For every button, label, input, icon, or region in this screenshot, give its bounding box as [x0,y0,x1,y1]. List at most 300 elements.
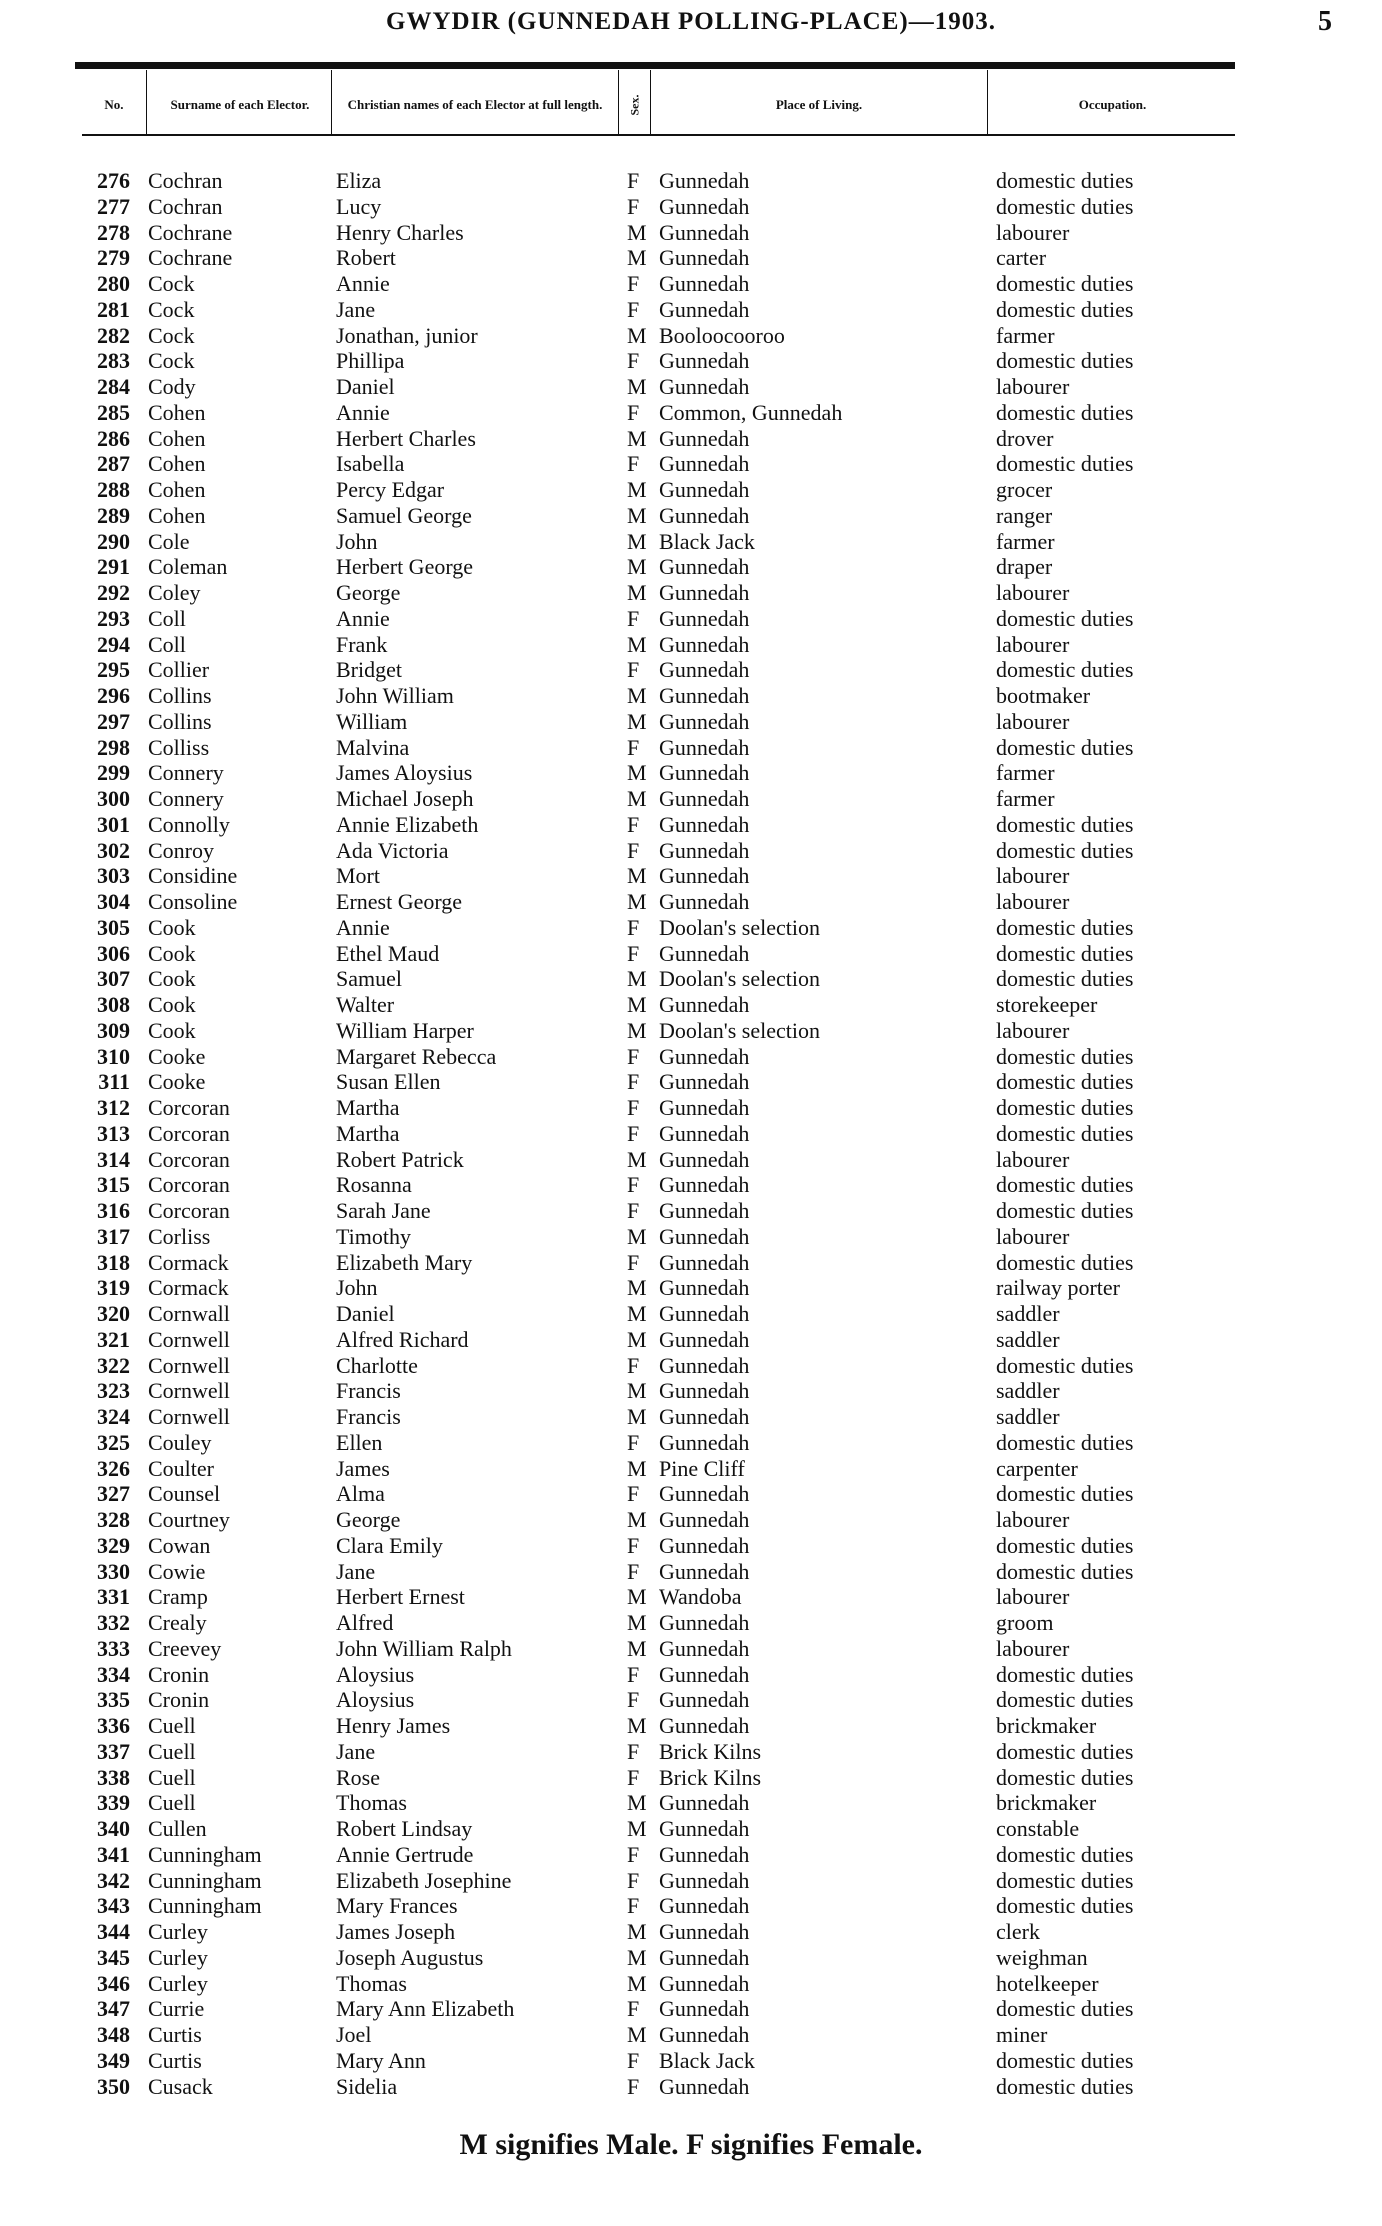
cell-place: Gunnedah [659,837,750,863]
table-row [0,606,1382,632]
cell-no: 280 [97,271,130,296]
table-row [0,1610,1382,1636]
cell-occupation: saddler [996,1301,1060,1326]
table-row [0,1559,1382,1585]
cell-occupation: labourer [996,863,1070,889]
cell-christian: Mary Ann [336,2047,426,2073]
cell-sex: M [627,2022,647,2047]
cell-christian: Mary Ann Elizabeth [336,1996,515,2022]
cell-surname: Curley [148,1919,208,1944]
cell-surname: Cowan [148,1532,211,1558]
cell-occupation: labourer [996,889,1070,914]
table-row [0,1147,1382,1173]
cell-occupation: brickmaker [996,1713,1097,1738]
cell-occupation: labourer [996,1146,1070,1172]
cell-christian: Francis [336,1404,401,1429]
cell-christian: Ethel Maud [336,940,440,966]
cell-no: 320 [97,1301,130,1326]
cell-place: Gunnedah [659,1043,750,1069]
table-row [0,245,1382,271]
cell-surname: Consoline [148,889,238,914]
cell-place: Gunnedah [659,451,750,477]
cell-sex: M [627,1507,647,1532]
column-divider [331,70,332,134]
cell-christian: George [336,580,401,605]
cell-surname: Cochrane [148,245,233,271]
cell-sex: F [627,1481,640,1507]
cell-occupation: domestic duties [996,1172,1134,1198]
cell-surname: Curley [148,1970,208,1996]
cell-occupation: railway porter [996,1275,1120,1301]
cell-surname: Curtis [148,2022,202,2047]
table-row [0,632,1382,658]
cell-no: 327 [97,1481,130,1507]
table-row [0,1018,1382,1044]
cell-sex: M [627,425,647,451]
cell-occupation: clerk [996,1919,1040,1944]
cell-occupation: brickmaker [996,1790,1097,1816]
table-row [0,1662,1382,1688]
cell-surname: Cunningham [148,1893,262,1919]
cell-christian: Annie [336,399,390,425]
cell-surname: Corcoran [148,1172,230,1198]
cell-surname: Coley [148,580,201,605]
cell-surname: Collins [148,708,212,734]
cell-surname: Cornwell [148,1378,230,1404]
table-row [0,735,1382,761]
table-row [0,1327,1382,1353]
cell-place: Gunnedah [659,502,750,528]
table-row [0,1044,1382,1070]
cell-surname: Cooke [148,1069,206,1095]
cell-sex: F [627,837,640,863]
column-header-sex: Sex. [627,94,641,116]
cell-christian: Annie Elizabeth [336,811,479,837]
cell-no: 284 [97,374,130,399]
cell-occupation: domestic duties [996,451,1134,477]
cell-occupation: domestic duties [996,1481,1134,1507]
cell-no: 283 [97,348,130,374]
table-row [0,889,1382,915]
cell-occupation: carter [996,245,1047,271]
table-row [0,838,1382,864]
table-row [0,683,1382,709]
cell-sex: F [627,2047,640,2073]
cell-place: Gunnedah [659,245,750,271]
column-divider [650,70,651,134]
cell-place: Gunnedah [659,1532,750,1558]
cell-occupation: carpenter [996,1455,1078,1481]
cell-sex: M [627,374,647,399]
cell-sex: M [627,1610,647,1635]
cell-sex: M [627,992,647,1017]
table-row [0,812,1382,838]
cell-christian: Ellen [336,1429,383,1455]
cell-place: Gunnedah [659,605,750,631]
column-header-occupation: Occupation. [1078,97,1147,112]
cell-place: Black Jack [659,2047,755,2073]
table-row [0,1816,1382,1842]
cell-christian: Michael Joseph [336,786,474,811]
cell-surname: Counsel [148,1481,221,1507]
cell-place: Gunnedah [659,168,750,193]
cell-place: Gunnedah [659,811,750,837]
cell-occupation: farmer [996,786,1055,811]
cell-no: 309 [97,1017,130,1043]
cell-no: 347 [97,1996,130,2022]
table-row [0,1378,1382,1404]
cell-sex: M [627,1816,647,1841]
table-row [0,1353,1382,1379]
cell-sex: M [627,1017,647,1043]
cell-no: 337 [97,1738,130,1764]
cell-christian: Aloysius [336,1661,415,1687]
cell-occupation: labourer [996,1584,1070,1610]
table-row [0,1172,1382,1198]
cell-christian: William Harper [336,1017,474,1043]
cell-place: Gunnedah [659,1198,750,1223]
cell-no: 311 [98,1069,130,1095]
cell-sex: M [627,477,647,502]
cell-christian: Ernest George [336,889,463,914]
cell-occupation: domestic duties [996,657,1134,683]
cell-no: 335 [97,1687,130,1713]
table-row [0,1765,1382,1791]
cell-place: Pine Cliff [659,1455,745,1481]
elector-list [0,168,1382,2099]
cell-sex: F [627,168,640,193]
cell-surname: Corliss [148,1223,211,1249]
cell-sex: M [627,708,647,734]
table-row [0,1198,1382,1224]
cell-surname: Cormack [148,1249,229,1275]
cell-christian: Timothy [336,1223,412,1249]
cell-occupation: domestic duties [996,1069,1134,1095]
table-row [0,451,1382,477]
cell-sex: M [627,1713,647,1738]
cell-surname: Cook [148,992,196,1017]
cell-christian: Clara Emily [336,1532,443,1558]
cell-surname: Crealy [148,1610,207,1635]
cell-surname: Cook [148,966,196,992]
cell-occupation: labourer [996,708,1070,734]
cell-place: Gunnedah [659,1790,750,1816]
cell-place: Gunnedah [659,219,750,245]
cell-occupation: domestic duties [996,734,1134,760]
cell-surname: Cook [148,914,196,940]
cell-occupation: domestic duties [996,1532,1134,1558]
cell-place: Gunnedah [659,1893,750,1919]
cell-sex: F [627,348,640,374]
cell-place: Gunnedah [659,374,750,399]
cell-sex: M [627,1455,647,1481]
cell-place: Booloocooroo [659,322,785,348]
table-row [0,271,1382,297]
cell-surname: Coll [148,631,186,657]
cell-sex: F [627,1841,640,1867]
cell-surname: Cronin [148,1661,210,1687]
cell-sex: F [627,1687,640,1713]
cell-surname: Cock [148,348,195,374]
cell-occupation: domestic duties [996,966,1134,992]
cell-christian: Ada Victoria [336,837,449,863]
cell-place: Gunnedah [659,1301,750,1326]
cell-no: 321 [97,1326,130,1352]
cell-place: Doolan's selection [659,1017,820,1043]
cell-christian: Alma [336,1481,385,1507]
cell-christian: Jane [336,1558,376,1584]
cell-surname: Cody [148,374,196,399]
cell-sex: F [627,1867,640,1893]
cell-place: Gunnedah [659,1172,750,1198]
cell-sex: F [627,657,640,683]
cell-no: 343 [97,1893,130,1919]
cell-christian: Daniel [336,374,395,399]
cell-place: Wandoba [659,1584,742,1610]
cell-no: 324 [97,1404,130,1429]
cell-place: Gunnedah [659,1816,750,1841]
cell-no: 331 [97,1584,130,1610]
cell-no: 316 [97,1198,130,1223]
cell-christian: Jane [336,1738,376,1764]
cell-no: 304 [97,889,130,914]
cell-occupation: labourer [996,1635,1070,1661]
cell-no: 310 [97,1043,130,1069]
cell-sex: F [627,1043,640,1069]
cell-surname: Cochrane [148,219,233,245]
table-row [0,1430,1382,1456]
cell-no: 330 [97,1558,130,1584]
cell-sex: F [627,451,640,477]
cell-no: 282 [97,322,130,348]
cell-sex: M [627,580,647,605]
cell-occupation: storekeeper [996,992,1098,1017]
cell-occupation: labourer [996,1507,1070,1532]
cell-surname: Creevey [148,1635,222,1661]
cell-christian: Henry James [336,1713,451,1738]
cell-place: Gunnedah [659,1919,750,1944]
cell-sex: M [627,683,647,708]
cell-sex: M [627,1584,647,1610]
cell-no: 312 [97,1095,130,1120]
cell-no: 342 [97,1867,130,1893]
cell-no: 286 [97,425,130,451]
cell-sex: F [627,605,640,631]
cell-christian: Jonathan, junior [336,322,478,348]
cell-place: Gunnedah [659,1146,750,1172]
cell-no: 346 [97,1970,130,1996]
table-row [0,529,1382,555]
column-header-christian: Christian names of each Elector at full length. [347,97,603,112]
cell-no: 341 [97,1841,130,1867]
cell-place: Gunnedah [659,1069,750,1095]
cell-place: Gunnedah [659,1120,750,1146]
table-row [0,1893,1382,1919]
cell-surname: Corcoran [148,1146,230,1172]
cell-surname: Corcoran [148,1120,230,1146]
cell-sex: M [627,1301,647,1326]
cell-occupation: farmer [996,322,1055,348]
cell-surname: Coulter [148,1455,214,1481]
cell-surname: Cornwell [148,1352,230,1378]
cell-surname: Cuell [148,1713,196,1738]
cell-occupation: domestic duties [996,168,1134,193]
cell-no: 278 [97,219,130,245]
cell-place: Gunnedah [659,1095,750,1120]
table-row [0,709,1382,735]
cell-occupation: domestic duties [996,2073,1134,2099]
cell-place: Gunnedah [659,1378,750,1404]
cell-no: 305 [97,914,130,940]
cell-place: Gunnedah [659,992,750,1017]
cell-christian: James [336,1455,390,1481]
cell-occupation: draper [996,554,1053,580]
cell-no: 348 [97,2022,130,2047]
cell-place: Doolan's selection [659,966,820,992]
cell-christian: Elizabeth Mary [336,1249,473,1275]
cell-no: 313 [97,1120,130,1146]
cell-surname: Cuell [148,1790,196,1816]
cell-surname: Cock [148,271,195,296]
cell-occupation: saddler [996,1404,1060,1429]
cell-occupation: domestic duties [996,605,1134,631]
cell-surname: Cornwell [148,1326,230,1352]
cell-place: Gunnedah [659,1841,750,1867]
cell-no: 294 [97,631,130,657]
cell-sex: F [627,914,640,940]
table-row [0,1250,1382,1276]
cell-sex: M [627,219,647,245]
column-divider [618,70,619,134]
table-row [0,1121,1382,1147]
cell-no: 345 [97,1944,130,1970]
cell-no: 350 [97,2073,130,2099]
cell-place: Gunnedah [659,657,750,683]
cell-sex: F [627,1738,640,1764]
cell-surname: Cole [148,528,190,554]
cell-occupation: labourer [996,374,1070,399]
cell-surname: Cohen [148,477,206,502]
cell-no: 292 [97,580,130,605]
table-row [0,374,1382,400]
cell-occupation: hotelkeeper [996,1970,1099,1996]
cell-sex: M [627,966,647,992]
cell-no: 336 [97,1713,130,1738]
header-rule-bottom [82,134,1235,136]
cell-occupation: grocer [996,477,1053,502]
table-row [0,554,1382,580]
cell-occupation: domestic duties [996,2047,1134,2073]
cell-christian: William [336,708,408,734]
cell-sex: M [627,322,647,348]
cell-sex: M [627,1919,647,1944]
table-row [0,1095,1382,1121]
table-row [0,941,1382,967]
cell-no: 344 [97,1919,130,1944]
table-row [0,2048,1382,2074]
cell-surname: Curley [148,1944,208,1970]
cell-surname: Cornwall [148,1301,230,1326]
cell-occupation: weighman [996,1944,1088,1970]
cell-occupation: miner [996,2022,1048,2047]
cell-sex: M [627,631,647,657]
table-row [0,400,1382,426]
cell-christian: Thomas [336,1970,407,1996]
cell-sex: F [627,1249,640,1275]
cell-surname: Cullen [148,1816,207,1841]
cell-place: Gunnedah [659,425,750,451]
cell-sex: M [627,528,647,554]
cell-christian: Herbert George [336,554,474,580]
column-header-sex-cell [620,76,648,134]
cell-no: 298 [97,734,130,760]
table-row [0,1507,1382,1533]
table-row [0,323,1382,349]
cell-sex: M [627,554,647,580]
cell-no: 296 [97,683,130,708]
cell-place: Doolan's selection [659,914,820,940]
cell-sex: F [627,1996,640,2022]
cell-christian: Rose [336,1764,380,1790]
cell-christian: Margaret Rebecca [336,1043,497,1069]
cell-no: 293 [97,605,130,631]
cell-christian: Herbert Ernest [336,1584,465,1610]
cell-sex: F [627,1764,640,1790]
cell-sex: F [627,399,640,425]
cell-sex: F [627,1532,640,1558]
cell-place: Brick Kilns [659,1764,762,1790]
cell-christian: Thomas [336,1790,407,1816]
table-row [0,477,1382,503]
cell-sex: M [627,863,647,889]
cell-christian: Jane [336,296,376,322]
cell-occupation: bootmaker [996,683,1091,708]
cell-surname: Cohen [148,502,206,528]
cell-place: Gunnedah [659,1944,750,1970]
cell-christian: Alfred Richard [336,1326,469,1352]
cell-sex: M [627,1326,647,1352]
cell-sex: F [627,940,640,966]
cell-occupation: domestic duties [996,914,1134,940]
table-row [0,1868,1382,1894]
table-row [0,297,1382,323]
cell-no: 338 [97,1764,130,1790]
cell-place: Gunnedah [659,1404,750,1429]
cell-christian: Alfred [336,1610,394,1635]
cell-no: 317 [97,1223,130,1249]
table-row [0,220,1382,246]
cell-no: 281 [97,296,130,322]
cell-christian: Mort [336,863,380,889]
cell-occupation: saddler [996,1326,1060,1352]
cell-no: 290 [97,528,130,554]
cell-surname: Cusack [148,2073,213,2099]
cell-no: 300 [97,786,130,811]
cell-sex: F [627,1172,640,1198]
cell-christian: Eliza [336,168,382,193]
cell-no: 319 [97,1275,130,1301]
cell-christian: Walter [336,992,395,1017]
cell-no: 295 [97,657,130,683]
table-row [0,1945,1382,1971]
cell-no: 297 [97,708,130,734]
cell-place: Gunnedah [659,1429,750,1455]
cell-surname: Cramp [148,1584,208,1610]
cell-christian: Annie Gertrude [336,1841,474,1867]
cell-place: Gunnedah [659,554,750,580]
cell-occupation: labourer [996,580,1070,605]
cell-christian: Lucy [336,193,382,219]
